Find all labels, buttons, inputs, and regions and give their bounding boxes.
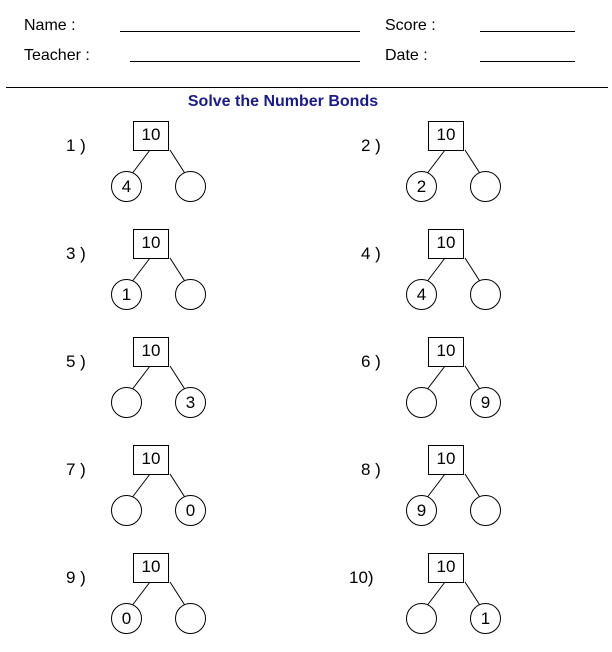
date-label: Date : (385, 47, 428, 64)
bond-connectors (60, 552, 200, 652)
problem-number: 8 ) (361, 460, 381, 479)
problem-number: 5 ) (66, 352, 86, 371)
bond-line-left (131, 258, 150, 283)
problem-number: 2 ) (361, 136, 381, 155)
whole-box: 10 (133, 121, 169, 151)
teacher-label: Teacher : (24, 47, 90, 64)
number-bond-problem (355, 120, 495, 220)
whole-box: 10 (428, 229, 464, 259)
part-circle-right: 3 (175, 387, 206, 418)
whole-box: 10 (428, 337, 464, 367)
part-circle-left[interactable] (406, 603, 437, 634)
bond-line-left (131, 582, 150, 607)
number-bond-problem (60, 228, 200, 328)
part-circle-left[interactable] (111, 495, 142, 526)
number-bond-problem (60, 552, 200, 652)
part-circle-left: 1 (111, 279, 142, 310)
problem-number: 3 ) (66, 244, 86, 263)
part-circle-left: 0 (111, 603, 142, 634)
bond-connectors (60, 120, 200, 220)
part-circle-right: 1 (470, 603, 501, 634)
problem-number: 10) (349, 568, 374, 587)
header-divider (6, 87, 608, 88)
worksheet-title: Solve the Number Bonds (187, 93, 379, 110)
part-circle-left[interactable] (111, 387, 142, 418)
whole-box: 10 (428, 445, 464, 475)
number-bond-problem (355, 228, 495, 328)
bond-line-left (131, 474, 150, 499)
problem-number: 7 ) (66, 460, 86, 479)
date-field-line[interactable] (480, 61, 575, 62)
bond-connectors (355, 336, 495, 436)
bond-connectors (355, 228, 495, 328)
part-circle-left: 4 (111, 171, 142, 202)
bond-line-left (426, 582, 445, 607)
bond-connectors (60, 444, 200, 544)
bond-connectors (355, 120, 495, 220)
problem-number: 4 ) (361, 244, 381, 263)
whole-box: 10 (428, 553, 464, 583)
bond-connectors (355, 552, 495, 652)
bond-line-left (131, 150, 150, 175)
part-circle-right: 9 (470, 387, 501, 418)
part-circle-right[interactable] (175, 603, 206, 634)
part-circle-right[interactable] (470, 495, 501, 526)
bond-connectors (60, 336, 200, 436)
name-label: Name : (24, 17, 76, 34)
problem-number: 6 ) (361, 352, 381, 371)
number-bond-problem (60, 444, 200, 544)
bond-line-left (426, 366, 445, 391)
part-circle-left: 9 (406, 495, 437, 526)
part-circle-right[interactable] (470, 279, 501, 310)
number-bond-problem (60, 120, 200, 220)
whole-box: 10 (133, 445, 169, 475)
number-bond-problem (355, 444, 495, 544)
teacher-field-line[interactable] (130, 61, 360, 62)
score-label: Score : (385, 17, 436, 34)
score-field-line[interactable] (480, 31, 575, 32)
part-circle-right: 0 (175, 495, 206, 526)
problem-number: 1 ) (66, 136, 86, 155)
number-bond-problem (60, 336, 200, 436)
bond-line-left (131, 366, 150, 391)
number-bond-problem (355, 336, 495, 436)
name-field-line[interactable] (120, 31, 360, 32)
bond-connectors (60, 228, 200, 328)
whole-box: 10 (133, 337, 169, 367)
part-circle-left: 4 (406, 279, 437, 310)
number-bond-problem (349, 552, 495, 652)
whole-box: 10 (133, 229, 169, 259)
bond-line-left (426, 258, 445, 283)
part-circle-right[interactable] (175, 171, 206, 202)
part-circle-left: 2 (406, 171, 437, 202)
whole-box: 10 (133, 553, 169, 583)
part-circle-right[interactable] (175, 279, 206, 310)
bond-line-left (426, 474, 445, 499)
problem-number: 9 ) (66, 568, 86, 587)
bond-line-left (426, 150, 445, 175)
part-circle-left[interactable] (406, 387, 437, 418)
bond-connectors (355, 444, 495, 544)
part-circle-right[interactable] (470, 171, 501, 202)
whole-box: 10 (428, 121, 464, 151)
